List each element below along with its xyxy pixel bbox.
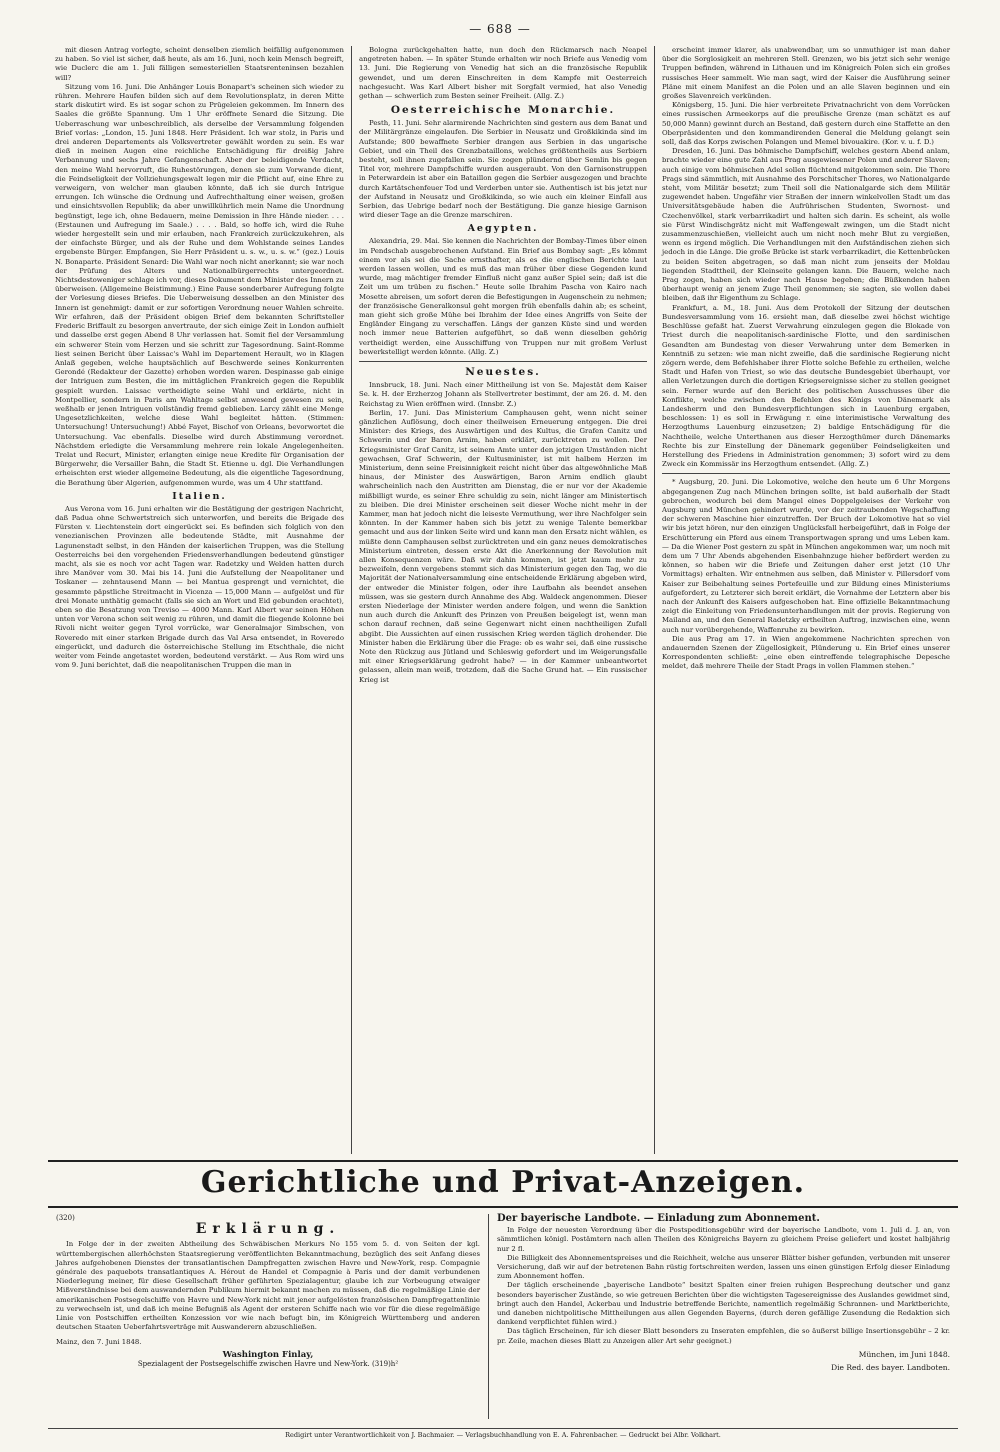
column-1 <box>48 46 351 1154</box>
ad-title: Erklärung. <box>195 1221 341 1238</box>
article-paragraph: erscheint immer klarer, als unabwendbar, um so unmuthiger ist man daher über die Sorglosigkeit an mehreren Stell. Grenzen, wo bis jetzt sich sehr wenige Truppen befinden, während in Lithauen und im Königreich Polen sich ein großes russisches Heer sammelt. Wie man sagt, wird der Kaiser die Ausführung seiner Pläne mit einem Manifest an die Polen und an alle Slaven beginnen und ein großes Slavenreich verkünden. <box>662 46 950 101</box>
ad-landbote <box>488 1214 958 1419</box>
ad-signer: Washington Finlay, <box>222 1349 314 1360</box>
article-dresden: Dresden, 16. Juni. Das böhmische Dampfschiff, welches gestern Abend anlam, brachte wieder eine gute Zahl aus Prag ausgewiesener Polen und anderer Slaven; auch einige vom böhmischen Adel sollen flüchtend mitgekommen sein. Die Thore Prags sind sämmtlich, mit Ausnahme des Porschitscher Thores, wo Nationalgarde steht, vom Militär besetzt; zum Theil soll die Nationalgarde sich dem Militär zugewendet haben. Ungefähr vier Straßen der innern winkelvollen Stadt um das Universitätsgebäude haben die Aufrührischen Studenten, Swornost- und Czechenvölkel, stark verbarrikadirt und halten sich darin. Es scheint, als wolle sie Fürst Windischgrätz nicht mit Waffengewalt zwingen, um die Stadt nicht zusammenzuschießen, vielleicht auch um nicht noch mehr Blut zu vergießen, wenn es irgend möglich. Die Verhandlungen mit den Aufständischen ziehen sich jedoch in die Länge. Die große Brücke ist stark verbarrikadirt, die Kettenbrücken zu beiden Seiten abgetragen, so daß man nicht zum jenseits der Moldau liegenden Stadttheil, der Kleinseite gelangen kann. Die Bauern, welche nach Prag zogen, haben sich wieder nach Hause begeben; die Büßkenden haben überhaupt wenig an jenem Zuge Theil genommen; sie sagten, sie wollen dabei bleiben, daß ihr Eigenthum zu Schlage. <box>662 147 950 303</box>
divider <box>359 361 647 362</box>
section-title-italien: Italien. <box>172 490 227 502</box>
ad-paragraph: Die Billigkeit des Abonnementspreises und die Reichheit, welche aus unserer Blätter bisher gefunden, verbunden mit unserer Versicherung, daß wir auf der betretenen Bahn rüstig fortschreiten werden, lassen uns einen günstigen Erfolg dieser Einladung zum Abonnement hoffen. <box>497 1253 950 1281</box>
section-title-oesterreich: Oesterreichische Monarchie. <box>390 104 616 117</box>
article-paris-session: Sitzung vom 16. Juni. Die Anhänger Louis Bonapart's scheinen sich wieder zu rühren. Mehrere Haufen bilden sich auf dem Revolutionsplatz, in deren Mitte stark diskutirt wird. Es ist sogar schon zu Prügeleien gekommen. Im Innern des Saales die größte Spannung. Um 1 Uhr eröffnete Senard die Sitzung. Die Ueberraschung war unbeschreiblich, als derselbe der Versammlung folgenden Brief vorlas: „London, 15. Juni 1848. Herr Präsident. Ich war stolz, in Paris und drei anderen Departements als Volksvertreter gewählt worden zu sein. Es war dieß in meinen Augen eine reichliche Entschädigung für dreißig Jahre Verbannung und sechs Jahre Gefangenschaft. Aber der beleidigende Verdacht, den meine Wahl hervorruft, die Ruhestörungen, denen sie zum Vorwande dient, die Feindseligkeit der Vollziehungsgewalt legen mir die Pflicht auf, eine Ehre zu verweigern, von welcher man glauben könnte, daß ich sie durch Intrigue errungen. Ich wünsche die Ordnung und Aufrechthaltung einer weisen, großen und einsichtsvollen Republik; da aber unwillkührlich mein Name die Unordnung begünstigt, lege ich, ohne Bedauern, meine Demission in Ihre Hände nieder. . . . (Erstaunen und Aufregung im Saale.) . . . . Bald, so hoffe ich, wird die Ruhe wieder hergestellt sein und mir erlauben, nach Frankreich zurückzukehren, als der einfachste Bürger, und als der Ruhe und dem Wohlstande seines Landes ergebenste Bürger. Empfangen, Sie Herr Präsident u. s. w., u. s. w.“ (gez.) Louis N. Bonaparte. Präsident Senard: Die Wahl war noch nicht anerkannt; sie war noch der Prüfung des Alters und Nationalbürgerrechts untergeordnet. Nichtsdestoweniger schlage ich vor, dieses Dokument dem Minister des Innern zu überweisen. (Allgemeine Beistimmung.) Eine Pause sonderbarer Aufregung folgte der Vorlesung dieses Briefes. Die Ueberweisung desselben an den Minister des Innern ist genehmigt: damit er zur sofortigen Verordnung neuer Wahlen schreite. Wir erfahren, daß der Präsident obigen Brief dem bekannten Schriftsteller Frederic Briffault zu besorgen anvertraute, der sich einige Zeit in London aufhielt und dasselbe erst gegen Abend 8 Uhr verlassen hat. Somit fiel der Versammlung ein schwerer Stein vom Herzen und sie schritt zur Tagesordnung. Saint-Romme liest seinen Bericht über Laissac's Wahl im Departement Herault, wo in Klagen Anlaß gegeben, welche hauptsächlich auf Beschwerde seines Konkurrenten Gerondé (Redakteur der Gazette) erhoben worden waren. Despinasse gab einige der Intriguen zum Besten, die im mittäglichen Frankreich gegen die Republik gespielt wurden. Laissac vertheidigte seine Wahl und erklärte, nicht in Montpellier, sondern in Paris am Wahltage selbst anwesend gewesen zu sein, weßhalb er jenen Intriguen vollständig fremd geblieben. Larcy zählt eine Menge Ungesetzlichkeiten, welche diese Wahl begleitet hätten. (Stimmen: Untersuchung! Untersuchung!) Abbé Fayet, Bischof von Orleans, bevorwortet die Untersuchung. Vac ebenfalls. Dieselbe wird durch Abstimmung verordnet. Nächstdem erledigte die Versammlung mehrere rein lokale Angelegenheiten. Trelat und Recurt, Minister, erlangten einige neue Kredite für Organisation der Bürgerwehr, die Versailler Bahn, die Stadt St. Etienne u. dgl. Die Verhandlungen erheischten erst wieder allgemeine Bedeutung, als die eigentliche Tagesordnung, die Berathung über Algerien, aufgenommen wurde, was um 4 Uhr stattfand. <box>55 82 344 487</box>
advertisements <box>48 1214 958 1419</box>
ad-paragraph: Das täglich Erscheinen, für ich dieser Blatt besonders zu Inseraten empfehlen, die so äußerst billige Insertionsgebühr – 2 kr. pr. Zeile, machen dieses Blatt zu Anzeigen aller Art sehr geeignet.) <box>497 1327 950 1345</box>
imprint-footer: Redigirt unter Verantwortlichkeit von J. Bachmaier. — Verlagsbuchhandlung von E. A. Fahrenbacher. — Gedruckt bei Albr. Volkhart. <box>48 1428 958 1439</box>
page-number: — 688 — <box>469 22 531 36</box>
divider <box>662 473 950 474</box>
ad-place-date: Mainz, den 7. Juni 1848. <box>56 1338 142 1347</box>
section-title-aegypten: Aegypten. <box>467 223 539 235</box>
column-3 <box>654 46 957 1154</box>
section-title-neuestes: Neuestes. <box>465 366 541 379</box>
article-verona: Aus Verona vom 16. Juni erhalten wir die Bestätigung der gestrigen Nachricht, daß Padua ohne Schwertstreich sich unterworfen, und bereits die Brigade des Fürsten v. Liechtenstein dort eingerückt sei. Es befinden sich folglich von den venezianischen Provinzen alle bedeutende Städte, mit Ausnahme der Lagunenstadt selbst, in den Händen der kaiserlichen Truppen, was die Stellung Oesterreichs bei den vorgehenden Friedensverhandlungen bedeutend günstiger macht, als sie es noch vor acht Tagen war. Radetzky und Welden hatten durch ihre Manöver vom 30. Mai bis 14. Juni die Aufstellung der Neapolitaner und Toskaner — zehntausend Mann — bei Mantua gesprengt und vernichtet, die gesammte päpstliche Streitmacht in Vicenza — 15,000 Mann — aufgelöst und für drei Monate unthätig gemacht (falls sie sich an Wort und Eid gebunden erachtet), eben so die Besatzung von Treviso — 4000 Mann. Karl Albert war seinen Höhen unten vor Verona schon seit wenig zu rühren, und damit die fliegende Kolonne bei Rivoli nicht weiter gegen Tyrol vorrücke, war Generalmajor Simbschen, von Roveredo mit einer starken Brigade durch das Val Arsa entsendet, in Roveredo eingerückt, und dadurch die österreichische Stellung im Etschthale, die nicht weiter vom Feinde angetastet worden, bedeutend verstärkt. — Aus Rom wird uns vom 9. Juni berichtet, daß die neapolitanischen Truppen die man in <box>55 504 344 670</box>
article-berlin: Berlin, 17. Juni. Das Ministerium Camphausen geht, wenn nicht seiner gänzlichen Auflösung, doch einer theilweisen Erneuerung entgegen. Die drei Minister: des Kriegs, des Auswärtigen und des Kultus, die Grafen Canitz und Schwerin und der Baron Arnim, haben erklärt, zurücktreten zu wollen. Der Kriegsminister Graf Canitz, ist seinem Amte unter den jetzigen Umständen nicht gewachsen, Graf Schwerin, der Kultusminister, ist mit halbem Herzen im Ministerium, denn seine Freisinnigkeit reicht nicht über das altgewöhnliche Maß hinaus, der Minister des Auswärtigen, Baron Arnim endlich glaubt wahrscheinlich nach den Austritten am Dienstag, die er nur vor der Akademie mißbilligt wurde, es seiner Ehre schuldig zu sein, nicht länger am Ministertisch zu bleiben. Die drei Minister erscheinen seit dieser Woche nicht mehr in der Kammer, man hat jedoch nicht die leiseste Vermuthung, wer ihre Nachfolger sein könnten. In der Kammer haben sich bis jetzt zu wenige Talente bemerkbar gemacht und aus der linken Seite wird und kann man den Ersatz nicht wählen, es müßte denn Camphausen selbst zurücktreten und ein ganz neues demokratisches Ministerium eintreten, dessen erste Akt die Anerkennung der Revolution mit allen Konsequenzen wäre. Daß wir dahin kommen, ist jetzt kaum mehr zu bezweifeln, denn vergebens stemmt sich das Ministerium gegen den Tag, wo die Majorität der Nationalversammlung eine entscheidende Erklärung abgeben wird, der entweder die Minister folgen, oder ihre Laufbahn als beendet ansehen müssen, was sie gestern durch Annahme des Abg. Waldeck angenommen. Dieser ersten Niederlage der Minister werden andere folgen, und wenn die Sanktion nun auch durch die Ankunft des Prinzen von Preußen beigelegt ist, wenn man schon darauf rechnen, daß seine Gegenwart nicht einen nachtheiligen Zufall abgibt. Die Aussichten auf einen russischen Krieg werden täglich drohender. Die Minister haben die Erklärung über die Frage: ob es wahr sei, daß eine russische Note den Rückzug aus Jütland und Schleswig gefordert und im Weigerungsfalle mit einer Kriegserklärung gedroht habe? — in der Kammer unbeantwortet gelassen, allein man weiß, trotzdem, daß die Sache Grund hat. — Ein russischer Krieg ist <box>359 408 647 684</box>
article-paragraph: mit diesen Antrag vorlegte, scheint denselben ziemlich beifällig aufgenommen zu haben. So viel ist sicher, daß heute, als am 16. Juni, noch kein Mensch begreift, wie Duclerc die am 1. Juli fälligen semesteriellen Staatsrenteninsen bezahlen will? <box>55 46 344 82</box>
article-pesth: Pesth, 11. Juni. Sehr alarmirende Nachrichten sind gestern aus dem Banat und der Militärgränze eingelaufen. Die Serbier in Neusatz und Großkikinda sind im Aufstande; 800 bewaffnete Serbier drangen aus Serbien in das ungarische Gebiet, und ein Theil des Grenzbataillons, welches größtentheils aus Serbiern besteht, soll ihnen zugefallen sein. Sie zogen plündernd über Semlin bis gegen Titel vor, mehrere Dampfschiffe wurden ausgeraubt. Von den Garnisonstruppen in Peterwardein ist aber ein Bataillon gegen die Serbier ausgezogen und brachte durch Kartätschenfeuer Tod und Verderben unter sie. Authentisch ist bis jetzt nur der Aufstand in Neusatz und Großkikinda, so wie auch ein kleiner Einfall aus Serbien, das Uebrige bedarf noch der Bestätigung. Die ganze hiesige Garnison wird dieser Tage an die Grenze marschiren. <box>359 119 647 220</box>
article-koenigsberg: Königsberg, 15. Juni. Die hier verbreitete Privatnachricht von dem Vorrücken eines russischen Armeekorps auf die preußische Grenze (man schätzt es auf 50,000 Mann) gewinnt durch an Bestand, daß gestern durch eine Staffette an den Oberpräsidenten und den kommandirenden General die Meldung gelangt sein soll, daß das Korps zwischen Polangen und Memel bivouakire. (Kor. v. u. f. D.) <box>662 101 950 147</box>
article-augsburg: * Augsburg, 20. Juni. Die Lokomotive, welche den heute um 6 Uhr Morgens abgegangenen Zug nach München bringen sollte, ist bald außerhalb der Stadt gebrochen, wodurch bei dem Mangel eines Doppelgeleises der Verkehr von Augsburg und München gehindert wurde, vor der zeitraubenden Wegschaffung der schweren Maschine hier einzutreffen. Der Bruch der Lokomotive hat so viel wir bis jetzt hören, nur den einzigen Unglücksfall herbeigeführt, daß in Folge der Erschütterung ein Pferd aus einem Transportwagen sprang und ums Leben kam. — Da die Wiener Post gestern zu spät in München angekommen war, um noch mit dem um 7 Uhr Abends abgehenden Eisenbahnzuge hieher befördert werden zu können, so haben wir die Briefe und Zeitungen daher erst jetzt (10 Uhr Vormittags) erhalten. Wir entnehmen aus selben, daß Minister v. Pillersdorf vom Kaiser zur Beibehaltung seines Portefeuille und zur Bildung eines Ministeriums aufgefordert, zu Letzterer sich bereit erklärt, die Vornahme der Letztern aber bis nach der Ankunft des Kaisers aufgeschoben hat. Eine offizielle Bekanntmachung zeigt die Einleitung von Friedensunterhandlungen mit der provis. Regierung von Mailand an, und den General Radetzky ertheilten Auftrag, inzwischen eine, wenn auch nur vorübergehende, Waffenruhe zu bewirken. <box>662 478 950 634</box>
ad-erklaerung <box>48 1214 488 1419</box>
article-alexandria: Alexandria, 29. Mai. Sie kennen die Nachrichten der Bombay-Times über einen im Pendschab ausgebrochenen Aufstand. Ein Brief aus Bombay sagt: „Es kömmt einem vor als sei die Sache ernsthafter, als es die englischen Berichte laut werden lassen wollen, und es muß das man früher über diese Gegenden kund wurde, mag mächtiger fremder Einfluß nicht ganz außer Spiel sein; daß ist die Zeit um um trüben zu fischen.“ Heute solle Ibrahim Pascha von Kairo nach Mosette abreisen, um sofort deren die Befestigungen in Augenschein zu nehmen; der französische Generalkonsul geht morgen früh ebenfalls dahin ab; es scheint, man gieht sich große Mühe bei Ibrahim der Idee eines Angriffs von Seite der Engländer Eingang zu verschaffen. Längs der ganzen Küste sind und werden noch immer neue Batterien aufgeführt, so daß wenn dieselben gehörig vertheidigt werden, eine Ausschiffung von Truppen nur mit großem Verlust bewerkstelligt werden könnte. (Allg. Z.) <box>359 237 647 356</box>
advertisements-banner: Gerichtliche und Privat-Anzeigen. <box>48 1160 958 1208</box>
news-columns <box>48 46 958 1154</box>
article-innsbruck: Innsbruck, 18. Juni. Nach einer Mittheilung ist von Se. Majestät dem Kaiser Se. k. H. der Erzherzog Johann als Stellvertreter bestimmt, der am 26. d. M. den Reichstag zu Wien eröffnen wird. (Innsbr. Z.) <box>359 381 647 408</box>
ad-body: In Folge der in der zweiten Abtheilung des Schwäbischen Merkurs No 155 vom 5. d. von Seiten der kgl. württembergischen allerhöchsten Staatsregierung veröffentlichten Bekanntmachung, bezüglich des seit Anfang dieses Jahres aufgehobenen Dienstes der transatlantischen Dampfregatten zwischen Havre und New-York, resp. Compagnie générale des paquebots transatlantiques A. Hérout de Handel et Compagnie à Paris und der damit verbundenen Niederlegung meiner, für diese Gesellschaft früher geführten Spezialagentur, glaube ich zur Vorbeugung etwaiger Mißverständnisse bei dem auswandernden Publikum hiermit bekannt machen zu müssen, daß die regelmäßige Linie der amerikanischen Postsegelschiffe von Havre und New-York nicht mit jener aufgelösten französischen Dampfregattenlinie zu verwechseln ist, und daß ich meine Befugniß als Agent der ersteren Schiffe nach wie vor für die diese regelmäßige Linie von Postschiffen ertheilten Konzession vor wie nach befugt bin, im Königreich Württemberg und anderen deutschen Staaten Ueberfahrtsverträge mit Auswanderern abzuschließen. <box>56 1240 480 1332</box>
article-frankfurt: Frankfurt, a. M., 18. Juni. Aus dem Protokoll der Sitzung der deutschen Bundesversammlung vom 16. ersieht man, daß dieselbe zwei höchst wichtige Beschlüsse gefaßt hat. Zuerst Verwahrung einzulegen gegen die Blokade von Triest durch die neapolitanisch-sardinische Flotte, und den sardinischen Gesandten am Bundestag von dieser Verwahrung unter dem Bemerken in Kenntniß zu setzen: wie man nicht zweifle, daß die sardinische Regierung nicht zögern werde, dem Befehlshaber ihrer Flotte solche Befehle zu ertheilen, welche Stadt und Hafen von Triest, so wie das deutsche Bundesgebiet überhaupt, vor allen Verletzungen durch die dortigen Kriegsereignisse sicher zu stellen geeignet sein. Ferner wurde auf den Bericht des politischen Ausschusses über die Konflikte, welche zwischen den Befehlen des Königs von Dänemark als Landesherrn und den Bundesverpflichtungen sich in Lauenburg ergaben, beschlossen: 1) es soll in Erwägung r. eine interimistische Verwaltung des Herzogthums Lauenburg einzusetzen; 2) baldige Entschädigung für die Nachtheile, welche Unterthanen aus dieser Herzogthümer durch Dänemarks Rechte bis zur Einstellung der Dänemark gegenüber Feindseligkeiten und Herstellung des Friedens in Administration genommen; 3) sofort wird zu dem Zweck ein Kommissär ins Herzogthum entsendet. (Allg. Z.) <box>662 303 950 469</box>
ad-number: (320) <box>56 1214 75 1222</box>
column-2 <box>351 46 654 1154</box>
ad-signer-role: Spezialagent der Postsegelschiffe zwischen Havre und New-York. (319)h² <box>137 1359 399 1368</box>
article-prag: Die aus Prag am 17. in Wien angekommene Nachrichten sprechen von andauernden Szenen der Zügellosigkeit, Plünderung u. Ein Brief eines unserer Korrespondenten schließt: „eine eben eintreffende telegraphische Depesche meldet, daß mehrere Theile der Stadt Prags in vollen Flammen stehen.“ <box>662 634 950 671</box>
ad-signer: Die Red. des bayer. Landboten. <box>831 1363 950 1373</box>
ad-title: Der bayerische Landbote. — Einladung zum Abonnement. <box>497 1213 820 1224</box>
article-paragraph: Bologna zurückgehalten hatte, nun doch den Rückmarsch nach Neapel angetreten haben. — In später Stunde erhalten wir noch Briefe aus Venedig vom 13. Juni. Die Regierung von Venedig hat sich an die französische Republik gewendet, und um deren Einschreiten in dem Kampfe mit Oesterreich nachgesucht. Was Karl Albert bisher mit Sorgfalt vermied, hat also Venedig gethan — schwerlich zum Besten seiner Freiheit. (Allg. Z.) <box>359 46 647 101</box>
ad-paragraph: Der täglich erscheinende „bayerische Landbote“ besitzt Spalten einer freien ruhigen Besprechung deutscher und ganz besonders bayerischer Zustände, so wie getreuen Berichten über die wichtigsten Tagesereignisse des Auslandes gewidmet sind, bringt auch den Handel, Ackerbau und Industrie betreffende Berichte, namentlich regelmäßig Schrannen- und Marktberichte, und daneben nichtpolitische Mittheilungen aus allen Gegenden Bayerns, (durch deren gefällige Zusendung die Redaktion sich dankend verpflichtet fühlen wird.) <box>497 1281 950 1327</box>
ad-paragraph: In Folge der neuesten Verordnung über die Postspeditionsgebühr wird der bayerische Landbote, vom 1. Juli d. J. an, von sämmtlichen königl. Postämtern nach allen Theilen des Königreichs Bayern zu gleichem Preise geliefert und kostet halbjährig nur 2 fl. <box>497 1226 950 1253</box>
ad-place-date: München, im Juni 1848. <box>858 1349 950 1359</box>
